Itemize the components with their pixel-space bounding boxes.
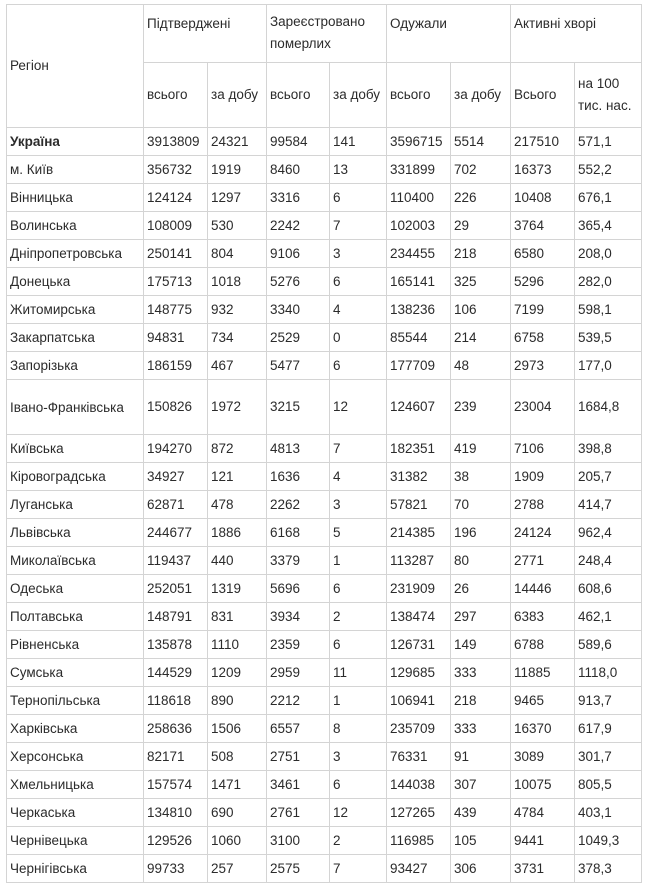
table-row (7, 631, 642, 659)
value-cell: 118618 (144, 687, 208, 715)
value-cell: 108009 (144, 212, 208, 240)
value-cell: 105 (451, 827, 511, 855)
table-row (7, 715, 642, 743)
value-cell: 70 (451, 491, 511, 519)
value-cell: 2959 (267, 659, 330, 687)
value-cell: 676,1 (575, 184, 642, 212)
value-cell: 127265 (387, 799, 451, 827)
table-body (7, 128, 642, 883)
value-cell: 186159 (144, 352, 208, 380)
region-cell: Луганська (7, 491, 144, 519)
value-cell: 1049,3 (575, 827, 642, 855)
value-cell: 257 (208, 855, 267, 883)
value-cell: 3764 (511, 212, 575, 240)
value-cell: 149 (451, 631, 511, 659)
table-row (7, 240, 642, 268)
value-cell: 508 (208, 743, 267, 771)
value-cell: 608,6 (575, 575, 642, 603)
table-row (7, 827, 642, 855)
value-cell: 214 (451, 324, 511, 352)
value-cell: 94831 (144, 324, 208, 352)
value-cell: 2751 (267, 743, 330, 771)
region-cell: Запорізька (7, 352, 144, 380)
value-cell: 113287 (387, 547, 451, 575)
value-cell: 62871 (144, 491, 208, 519)
value-cell: 3 (330, 491, 387, 519)
table-row (7, 268, 642, 296)
value-cell: 8 (330, 715, 387, 743)
value-cell: 3731 (511, 855, 575, 883)
value-cell: 333 (451, 715, 511, 743)
value-cell: 217510 (511, 128, 575, 156)
value-cell: 11885 (511, 659, 575, 687)
value-cell: 617,9 (575, 715, 642, 743)
value-cell: 6 (330, 268, 387, 296)
value-cell: 9465 (511, 687, 575, 715)
value-cell: 9106 (267, 240, 330, 268)
table-row (7, 771, 642, 799)
value-cell: 4784 (511, 799, 575, 827)
value-cell: 571,1 (575, 128, 642, 156)
region-cell: Україна (7, 128, 144, 156)
value-cell: 34927 (144, 463, 208, 491)
value-cell: 6758 (511, 324, 575, 352)
value-cell: 2575 (267, 855, 330, 883)
value-cell: 440 (208, 547, 267, 575)
table-row (7, 519, 642, 547)
value-cell: 252051 (144, 575, 208, 603)
value-cell: 439 (451, 799, 511, 827)
value-cell: 177709 (387, 352, 451, 380)
table-row (7, 184, 642, 212)
value-cell: 1886 (208, 519, 267, 547)
value-cell: 205,7 (575, 463, 642, 491)
table-row (7, 855, 642, 883)
value-cell: 2 (330, 603, 387, 631)
value-cell: 7 (330, 855, 387, 883)
value-cell: 1919 (208, 156, 267, 184)
value-cell: 6 (330, 352, 387, 380)
region-cell: Херсонська (7, 743, 144, 771)
region-cell: Волинська (7, 212, 144, 240)
value-cell: 144038 (387, 771, 451, 799)
value-cell: 297 (451, 603, 511, 631)
region-cell: Миколаївська (7, 547, 144, 575)
value-cell: 12 (330, 799, 387, 827)
value-cell: 301,7 (575, 743, 642, 771)
value-cell: 150826 (144, 380, 208, 435)
header-group-active: Активні хворі (511, 5, 642, 63)
value-cell: 6788 (511, 631, 575, 659)
value-cell: 4 (330, 463, 387, 491)
value-cell: 9441 (511, 827, 575, 855)
value-cell: 804 (208, 240, 267, 268)
value-cell: 805,5 (575, 771, 642, 799)
region-cell: Кіровоградська (7, 463, 144, 491)
value-cell: 3379 (267, 547, 330, 575)
value-cell: 5477 (267, 352, 330, 380)
value-cell: 196 (451, 519, 511, 547)
value-cell: 378,3 (575, 855, 642, 883)
table-row (7, 603, 642, 631)
value-cell: 282,0 (575, 268, 642, 296)
region-cell: Закарпатська (7, 324, 144, 352)
table-row (7, 743, 642, 771)
region-cell: Полтавська (7, 603, 144, 631)
region-cell: Сумська (7, 659, 144, 687)
value-cell: 4813 (267, 435, 330, 463)
value-cell: 333 (451, 659, 511, 687)
value-cell: 1060 (208, 827, 267, 855)
value-cell: 14446 (511, 575, 575, 603)
value-cell: 99584 (267, 128, 330, 156)
subheader-active-per-100k: на 100 тис. нас. (575, 63, 642, 128)
value-cell: 250141 (144, 240, 208, 268)
value-cell: 1471 (208, 771, 267, 799)
value-cell: 194270 (144, 435, 208, 463)
value-cell: 5696 (267, 575, 330, 603)
value-cell: 530 (208, 212, 267, 240)
value-cell: 157574 (144, 771, 208, 799)
value-cell: 0 (330, 324, 387, 352)
table-row (7, 435, 642, 463)
value-cell: 126731 (387, 631, 451, 659)
value-cell: 913,7 (575, 687, 642, 715)
value-cell: 38 (451, 463, 511, 491)
value-cell: 214385 (387, 519, 451, 547)
table-header (7, 5, 642, 128)
value-cell: 478 (208, 491, 267, 519)
value-cell: 690 (208, 799, 267, 827)
value-cell: 5 (330, 519, 387, 547)
value-cell: 134810 (144, 799, 208, 827)
value-cell: 24321 (208, 128, 267, 156)
value-cell: 1 (330, 547, 387, 575)
value-cell: 1118,0 (575, 659, 642, 687)
value-cell: 10408 (511, 184, 575, 212)
region-cell: Тернопільська (7, 687, 144, 715)
region-cell: Вінницька (7, 184, 144, 212)
value-cell: 1319 (208, 575, 267, 603)
value-cell: 121 (208, 463, 267, 491)
value-cell: 419 (451, 435, 511, 463)
value-cell: 462,1 (575, 603, 642, 631)
value-cell: 16373 (511, 156, 575, 184)
value-cell: 218 (451, 687, 511, 715)
value-cell: 23004 (511, 380, 575, 435)
table-row (7, 212, 642, 240)
value-cell: 29 (451, 212, 511, 240)
covid-stats-table (6, 4, 642, 883)
value-cell: 175713 (144, 268, 208, 296)
value-cell: 102003 (387, 212, 451, 240)
value-cell: 932 (208, 296, 267, 324)
region-cell: Івано-Франківська (7, 380, 144, 435)
value-cell: 85544 (387, 324, 451, 352)
value-cell: 3461 (267, 771, 330, 799)
value-cell: 3913809 (144, 128, 208, 156)
value-cell: 6 (330, 184, 387, 212)
region-cell: м. Київ (7, 156, 144, 184)
table-row (7, 687, 642, 715)
value-cell: 831 (208, 603, 267, 631)
value-cell: 5276 (267, 268, 330, 296)
table-row (7, 547, 642, 575)
subheader-recovered-total: всього (387, 63, 451, 128)
value-cell: 6 (330, 575, 387, 603)
value-cell: 356732 (144, 156, 208, 184)
value-cell: 226 (451, 184, 511, 212)
value-cell: 306 (451, 855, 511, 883)
header-group-confirmed: Підтверджені (144, 5, 267, 63)
value-cell: 890 (208, 687, 267, 715)
value-cell: 6 (330, 771, 387, 799)
table-row (7, 575, 642, 603)
value-cell: 31382 (387, 463, 451, 491)
value-cell: 1909 (511, 463, 575, 491)
region-cell: Хмельницька (7, 771, 144, 799)
value-cell: 2262 (267, 491, 330, 519)
value-cell: 1684,8 (575, 380, 642, 435)
value-cell: 208,0 (575, 240, 642, 268)
value-cell: 106 (451, 296, 511, 324)
value-cell: 7 (330, 435, 387, 463)
value-cell: 239 (451, 380, 511, 435)
table-row (7, 296, 642, 324)
header-region: Регіон (7, 5, 144, 128)
value-cell: 2973 (511, 352, 575, 380)
value-cell: 2761 (267, 799, 330, 827)
region-cell: Чернігівська (7, 855, 144, 883)
region-cell: Львівська (7, 519, 144, 547)
value-cell: 12 (330, 380, 387, 435)
value-cell: 80 (451, 547, 511, 575)
value-cell: 144529 (144, 659, 208, 687)
value-cell: 13 (330, 156, 387, 184)
value-cell: 467 (208, 352, 267, 380)
table-row (7, 156, 642, 184)
region-cell: Київська (7, 435, 144, 463)
value-cell: 6557 (267, 715, 330, 743)
subheader-confirmed-daily: за добу (208, 63, 267, 128)
value-cell: 6383 (511, 603, 575, 631)
region-cell: Житомирська (7, 296, 144, 324)
value-cell: 4 (330, 296, 387, 324)
value-cell: 10075 (511, 771, 575, 799)
value-cell: 119437 (144, 547, 208, 575)
value-cell: 962,4 (575, 519, 642, 547)
value-cell: 135878 (144, 631, 208, 659)
value-cell: 2212 (267, 687, 330, 715)
value-cell: 16370 (511, 715, 575, 743)
value-cell: 91 (451, 743, 511, 771)
table-row (7, 128, 642, 156)
value-cell: 24124 (511, 519, 575, 547)
table-row (7, 491, 642, 519)
value-cell: 552,2 (575, 156, 642, 184)
table-row (7, 352, 642, 380)
value-cell: 148791 (144, 603, 208, 631)
value-cell: 26 (451, 575, 511, 603)
value-cell: 93427 (387, 855, 451, 883)
value-cell: 365,4 (575, 212, 642, 240)
value-cell: 8460 (267, 156, 330, 184)
value-cell: 231909 (387, 575, 451, 603)
value-cell: 99733 (144, 855, 208, 883)
value-cell: 7 (330, 212, 387, 240)
region-cell: Одеська (7, 575, 144, 603)
value-cell: 5514 (451, 128, 511, 156)
value-cell: 3316 (267, 184, 330, 212)
value-cell: 110400 (387, 184, 451, 212)
subheader-deaths-total: всього (267, 63, 330, 128)
value-cell: 7106 (511, 435, 575, 463)
value-cell: 3596715 (387, 128, 451, 156)
value-cell: 398,8 (575, 435, 642, 463)
value-cell: 2771 (511, 547, 575, 575)
value-cell: 141 (330, 128, 387, 156)
value-cell: 82171 (144, 743, 208, 771)
value-cell: 258636 (144, 715, 208, 743)
subheader-deaths-daily: за добу (330, 63, 387, 128)
subheader-confirmed-total: всього (144, 63, 208, 128)
subheader-active-total: Всього (511, 63, 575, 128)
value-cell: 734 (208, 324, 267, 352)
value-cell: 2359 (267, 631, 330, 659)
value-cell: 6580 (511, 240, 575, 268)
value-cell: 3 (330, 240, 387, 268)
value-cell: 182351 (387, 435, 451, 463)
table-row (7, 463, 642, 491)
value-cell: 1018 (208, 268, 267, 296)
value-cell: 76331 (387, 743, 451, 771)
value-cell: 11 (330, 659, 387, 687)
value-cell: 3340 (267, 296, 330, 324)
value-cell: 2 (330, 827, 387, 855)
value-cell: 124607 (387, 380, 451, 435)
value-cell: 129685 (387, 659, 451, 687)
value-cell: 3089 (511, 743, 575, 771)
value-cell: 1110 (208, 631, 267, 659)
value-cell: 248,4 (575, 547, 642, 575)
region-cell: Дніпропетровська (7, 240, 144, 268)
value-cell: 1506 (208, 715, 267, 743)
value-cell: 3215 (267, 380, 330, 435)
value-cell: 1636 (267, 463, 330, 491)
value-cell: 331899 (387, 156, 451, 184)
header-group-recovered: Одужали (387, 5, 511, 63)
value-cell: 1972 (208, 380, 267, 435)
value-cell: 2529 (267, 324, 330, 352)
value-cell: 165141 (387, 268, 451, 296)
value-cell: 177,0 (575, 352, 642, 380)
region-cell: Черкаська (7, 799, 144, 827)
value-cell: 539,5 (575, 324, 642, 352)
value-cell: 3934 (267, 603, 330, 631)
value-cell: 3100 (267, 827, 330, 855)
value-cell: 325 (451, 268, 511, 296)
value-cell: 6168 (267, 519, 330, 547)
value-cell: 2242 (267, 212, 330, 240)
value-cell: 235709 (387, 715, 451, 743)
value-cell: 2788 (511, 491, 575, 519)
value-cell: 116985 (387, 827, 451, 855)
value-cell: 589,6 (575, 631, 642, 659)
value-cell: 57821 (387, 491, 451, 519)
table-row (7, 324, 642, 352)
covid-stats-table-container (6, 4, 642, 883)
value-cell: 598,1 (575, 296, 642, 324)
value-cell: 234455 (387, 240, 451, 268)
value-cell: 403,1 (575, 799, 642, 827)
value-cell: 6 (330, 631, 387, 659)
value-cell: 138236 (387, 296, 451, 324)
value-cell: 129526 (144, 827, 208, 855)
value-cell: 124124 (144, 184, 208, 212)
value-cell: 1297 (208, 184, 267, 212)
value-cell: 414,7 (575, 491, 642, 519)
region-cell: Рівненська (7, 631, 144, 659)
value-cell: 1209 (208, 659, 267, 687)
header-group-deaths: Зареєстровано померлих (267, 5, 387, 63)
value-cell: 872 (208, 435, 267, 463)
table-row (7, 799, 642, 827)
value-cell: 106941 (387, 687, 451, 715)
value-cell: 138474 (387, 603, 451, 631)
value-cell: 218 (451, 240, 511, 268)
table-row (7, 659, 642, 687)
table-row (7, 380, 642, 435)
subheader-recovered-daily: за добу (451, 63, 511, 128)
region-cell: Донецька (7, 268, 144, 296)
value-cell: 48 (451, 352, 511, 380)
value-cell: 307 (451, 771, 511, 799)
value-cell: 702 (451, 156, 511, 184)
region-cell: Чернівецька (7, 827, 144, 855)
value-cell: 148775 (144, 296, 208, 324)
region-cell: Харківська (7, 715, 144, 743)
value-cell: 244677 (144, 519, 208, 547)
value-cell: 1 (330, 687, 387, 715)
value-cell: 5296 (511, 268, 575, 296)
value-cell: 3 (330, 743, 387, 771)
value-cell: 7199 (511, 296, 575, 324)
